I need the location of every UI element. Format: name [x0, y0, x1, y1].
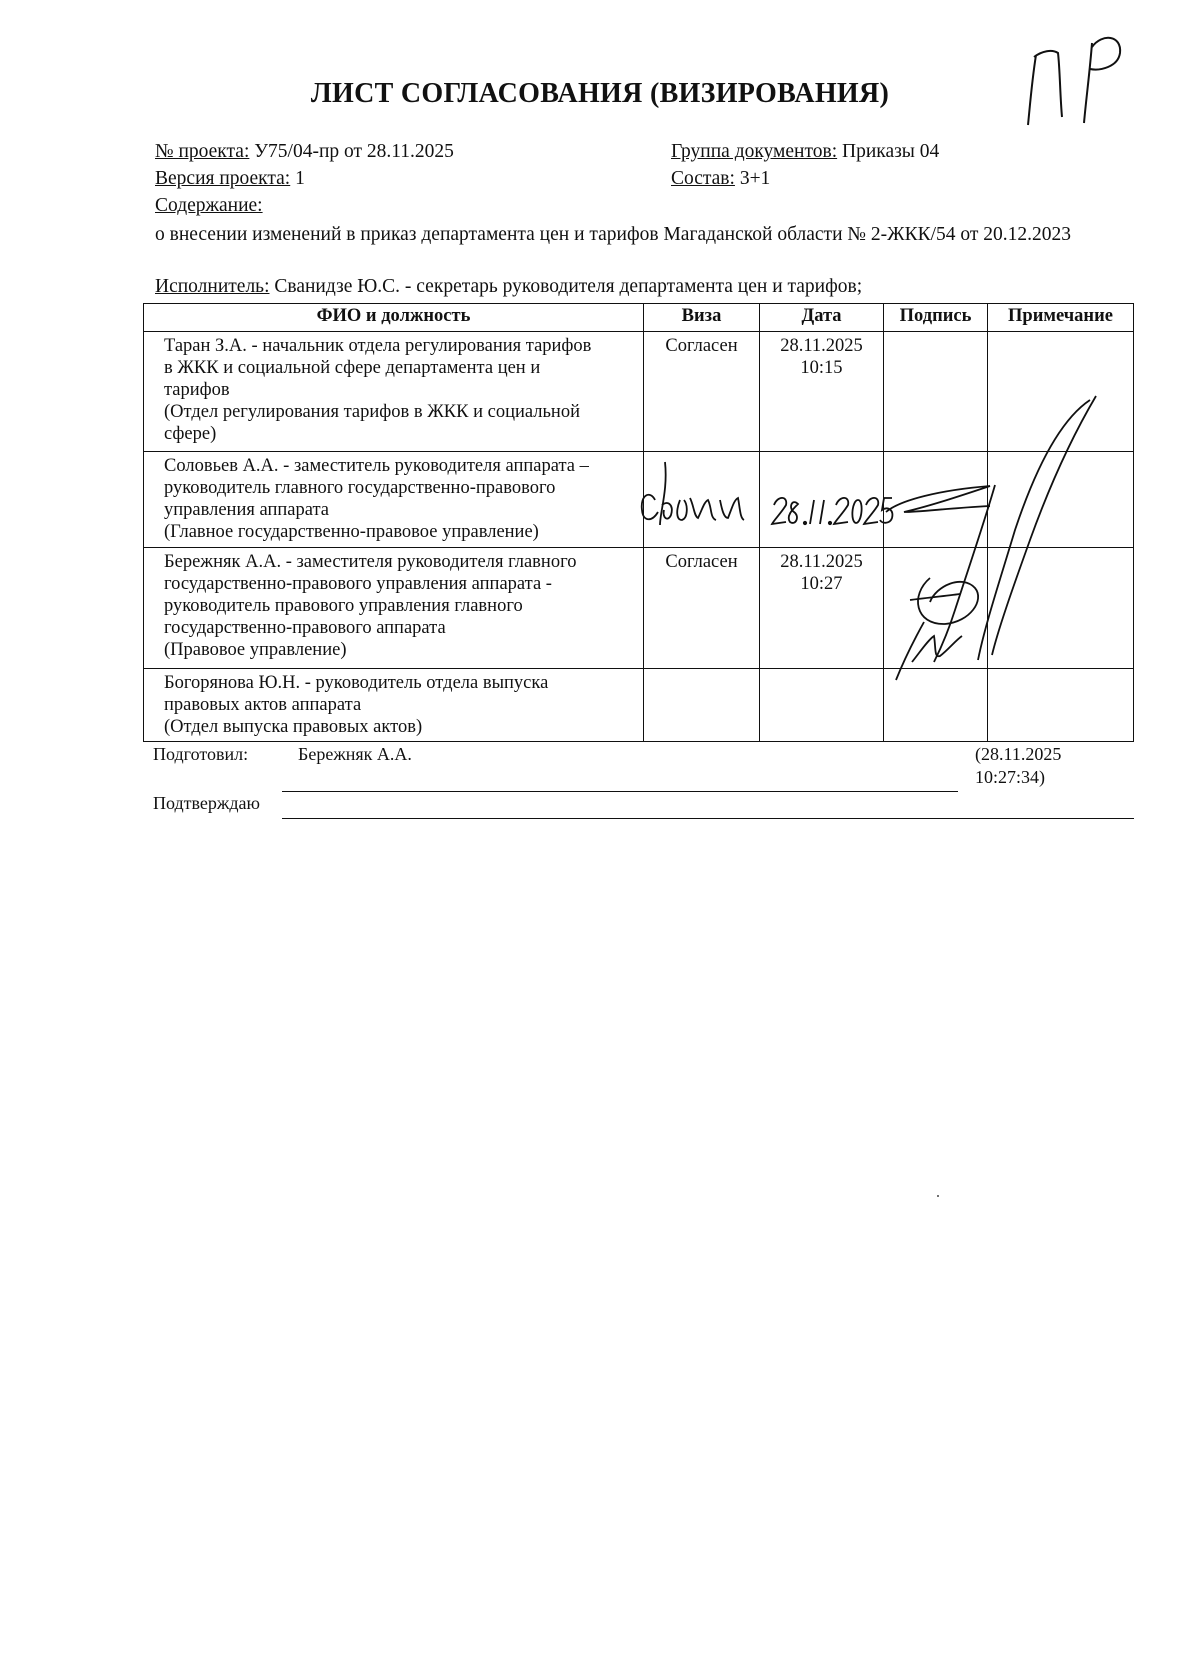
time-value: 10:15	[800, 358, 843, 378]
fio-line: (Главное государственно-правовое управление)	[164, 522, 539, 542]
composition	[671, 166, 770, 192]
signature-cell	[884, 548, 988, 669]
prepared-name: Бережняк А.А.	[298, 744, 412, 764]
approval-table	[143, 303, 1134, 742]
time-value: 10:27	[800, 574, 843, 594]
fio-line: (Отдел регулирования тарифов в ЖКК и социальной	[164, 402, 580, 422]
table-row	[144, 452, 1134, 548]
document-group	[671, 139, 939, 165]
fio-line: Бережняк А.А. - заместителя руководителя главного	[164, 552, 577, 572]
note-cell	[988, 669, 1134, 742]
prepared-signature-line	[282, 791, 958, 792]
date-value: 28.11.2025	[780, 336, 863, 356]
content-label: Содержание:	[155, 195, 263, 216]
fio-line: Таран З.А. - начальник отдела регулирования тарифов	[164, 336, 592, 356]
column-header-visa: Виза	[644, 304, 760, 332]
column-header-date: Дата	[760, 304, 884, 332]
date-value: 28.11.2025	[780, 552, 863, 572]
prepared-datetime-time: 10:27:34)	[975, 767, 1045, 787]
fio-line: Соловьев А.А. - заместитель руководителя аппарата –	[164, 456, 589, 476]
signature-cell	[884, 452, 988, 548]
project-version	[155, 166, 305, 192]
note-cell	[988, 332, 1134, 452]
fio-line: сфере)	[164, 424, 217, 444]
fio-line: (Правовое управление)	[164, 640, 347, 660]
fio-line: правовых актов аппарата	[164, 695, 362, 715]
visa-cell	[644, 669, 760, 742]
table-header-row	[144, 304, 1134, 332]
composition-value: 3+1	[734, 168, 771, 189]
composition-label: Состав:	[671, 168, 735, 189]
project-number	[155, 139, 454, 165]
note-cell	[988, 452, 1134, 548]
fio-line: управления аппарата	[164, 500, 329, 520]
fio-cell	[144, 669, 644, 742]
fio-line: государственно-правового аппарата	[164, 618, 446, 638]
table-row	[144, 332, 1134, 452]
fio-line: руководитель главного государственно-правового	[164, 478, 556, 498]
table-row	[144, 548, 1134, 669]
date-cell	[760, 332, 884, 452]
fio-line: Богорянова Ю.Н. - руководитель отдела выпуска	[164, 673, 549, 693]
fio-cell	[144, 452, 644, 548]
prepared-datetime-date: (28.11.2025	[975, 744, 1062, 764]
column-header-signature: Подпись	[884, 304, 988, 332]
project-version-value: 1	[290, 168, 305, 189]
fio-line: тарифов	[164, 380, 230, 400]
confirm-signature-line	[282, 818, 1134, 819]
document-group-value: Приказы 04	[837, 141, 940, 162]
visa-cell	[644, 452, 760, 548]
fio-cell	[144, 548, 644, 669]
signature-cell	[884, 332, 988, 452]
document-group-label: Группа документов:	[671, 141, 838, 162]
fio-line: в ЖКК и социальной сфере департамента цен и	[164, 358, 541, 378]
visa-cell: Согласен	[644, 548, 760, 669]
executor-value: Сванидзе Ю.С. - секретарь руководителя департамента цен и тарифов;	[269, 276, 863, 297]
scan-speck	[937, 1195, 939, 1197]
document-title: ЛИСТ СОГЛАСОВАНИЯ (ВИЗИРОВАНИЯ)	[310, 78, 890, 109]
project-number-value: У75/04-пр от 28.11.2025	[249, 141, 454, 162]
fio-line: руководитель правового управления главного	[164, 596, 523, 616]
fio-cell	[144, 332, 644, 452]
content-heading	[155, 193, 263, 219]
project-number-label: № проекта:	[155, 141, 250, 162]
fio-line: (Отдел выпуска правовых актов)	[164, 717, 423, 737]
content-description: о внесении изменений в приказ департамента цен и тарифов Магаданской области № 2-ЖКК/54 от 20.12.2023	[155, 224, 1072, 245]
column-header-note: Примечание	[988, 304, 1134, 332]
date-cell	[760, 669, 884, 742]
note-cell	[988, 548, 1134, 669]
signature-cell	[884, 669, 988, 742]
fio-line: государственно-правового управления аппарата -	[164, 574, 552, 594]
executor-label: Исполнитель:	[155, 276, 270, 297]
project-version-label: Версия проекта:	[155, 168, 291, 189]
date-cell	[760, 548, 884, 669]
executor	[155, 274, 862, 300]
prepared-label: Подготовил:	[153, 744, 249, 764]
column-header-fio: ФИО и должность	[144, 304, 644, 332]
confirm-label: Подтверждаю	[153, 793, 260, 813]
date-cell	[760, 452, 884, 548]
visa-cell: Согласен	[644, 332, 760, 452]
table-row	[144, 669, 1134, 742]
